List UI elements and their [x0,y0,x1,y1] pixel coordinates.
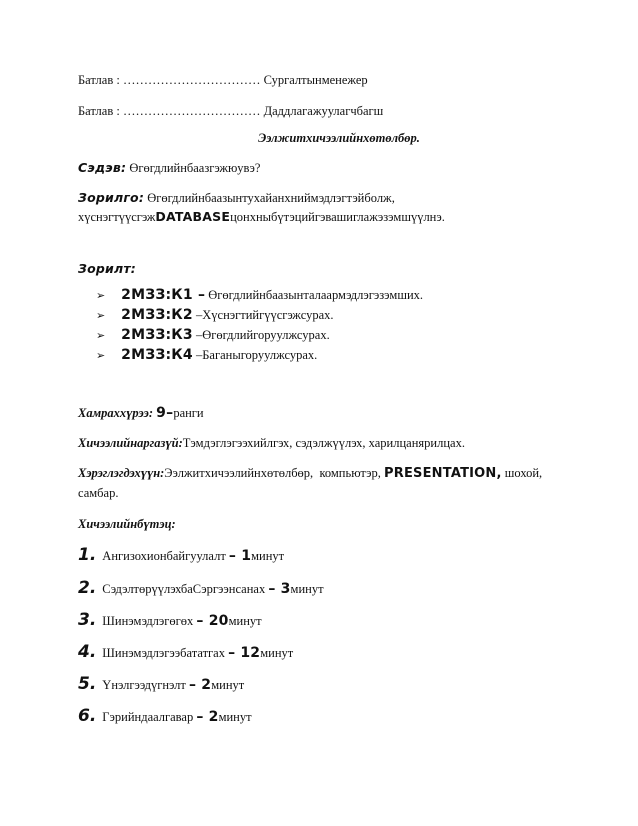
goal-database: DATABASE [155,209,231,224]
arrow-bullet-icon: ➢ [96,350,106,362]
step-text: Үнэлгээдүгнэлт [102,678,186,692]
page-title: Ээлжитхичээлийнхөтөлбөр. [258,131,420,145]
materials-text-b: компьютэр, [319,466,381,480]
audience-suffix: ранги [173,406,204,420]
approval-line-1 [78,73,368,88]
goal-text-2b: цонхныбүтэцийгэвашиглажэзэмшүүлнэ. [230,210,445,224]
objective-item [96,307,334,323]
step-number: 3. [78,610,97,630]
objective-code: 2МЗЗ:К4 [121,347,193,363]
step-duration: – 2 [189,677,212,693]
goal-text-2a: хүснэгтүүсгэж [78,210,156,224]
step-number: 2. [78,578,97,598]
arrow-bullet-icon: ➢ [96,290,106,302]
step-duration: – 12 [228,645,261,661]
audience-label: Хамраххүрээ: [78,406,154,420]
structure-step [78,706,252,726]
objective-item [96,287,423,303]
step-number: 4. [78,642,97,662]
audience-line [78,405,204,421]
materials-line-1 [78,466,542,481]
step-text: СэдэлтөрүүлэхбаСэргээнсанах [102,582,266,596]
objective-text: –Баганыгоруулжсурах. [196,348,318,362]
step-duration: – 3 [268,581,291,597]
step-unit: минут [211,678,245,692]
objective-code: 2МЗЗ:К1 – [121,287,206,303]
materials-line-2: самбар. [78,486,119,500]
structure-step [78,642,293,662]
goal-line-1 [78,190,395,206]
approval-line-2 [78,104,383,119]
objective-code: 2МЗЗ:К3 [121,327,193,343]
approval-dots: …………………………… [122,104,261,118]
arrow-bullet-icon: ➢ [96,310,106,322]
step-unit: минут [251,549,285,563]
objective-code: 2МЗЗ:К2 [121,307,193,323]
step-duration: – 20 [196,613,229,629]
approval-role: Даддлагажуулагчбагш [263,104,384,118]
objective-text: Өгөгдлийнбаазынталаармэдлэгэзэмших. [208,288,424,302]
materials-label: Хэрэглэгдэхүүн: [78,466,165,480]
step-text: Шинэмэдлэгээбататгах [102,646,225,660]
goal-label: Зорилго: [78,190,145,205]
method-line [78,436,465,451]
step-duration: – 1 [228,548,252,564]
structure-label: Хичээлийнбүтэц: [78,517,176,531]
arrow-bullet-icon: ➢ [96,330,106,342]
method-label: Хичээлийнаргазүй: [78,436,183,450]
method-text: Тэмдэглэгээхийлгэх, сэдэлжүүлэх, харилцанярилцах. [182,436,465,450]
step-text: Ангизохионбайгуулалт [102,549,226,563]
approval-dots: …………………………… [122,73,261,87]
step-number: 1. [78,545,97,565]
approval-role: Сургалтынменежер [263,73,368,87]
topic-line [78,160,260,176]
step-duration: – 2 [196,709,219,725]
topic-label: Сэдэв: [78,160,127,175]
structure-step [78,578,324,598]
materials-text-a: Ээлжитхичээлийнхөтөлбөр, [164,466,314,480]
topic-text: Өгөгдлийнбаазгэжюувэ? [129,161,261,175]
approval-label: Батлав : [78,73,120,87]
materials-text-d: шохой, [504,466,543,480]
structure-step [78,545,284,565]
materials-presentation: PRESENTATION, [384,466,502,481]
step-text: Шинэмэдлэгөгөх [102,614,194,628]
goal-text-1: Өгөгдлийнбаазынтухайанхниймэдлэгтэйболж, [147,191,395,205]
structure-step [78,674,244,694]
step-text: Гэрийндаалгавар [102,710,194,724]
objectives-label: Зорилт: [78,261,136,276]
step-unit: минут [290,582,324,596]
step-unit: минут [260,646,294,660]
step-number: 5. [78,674,97,694]
approval-label: Батлав : [78,104,120,118]
objective-item [96,347,317,363]
objective-text: –Хүснэгтийгүүсгэжсурах. [196,308,334,322]
objective-item [96,327,330,343]
audience-grade: 9– [156,405,174,421]
goal-line-2 [78,209,445,225]
step-unit: минут [228,614,262,628]
structure-step [78,610,262,630]
objective-text: –Өгөгдлийгоруулжсурах. [196,328,330,342]
step-unit: минут [218,710,252,724]
step-number: 6. [78,706,97,726]
